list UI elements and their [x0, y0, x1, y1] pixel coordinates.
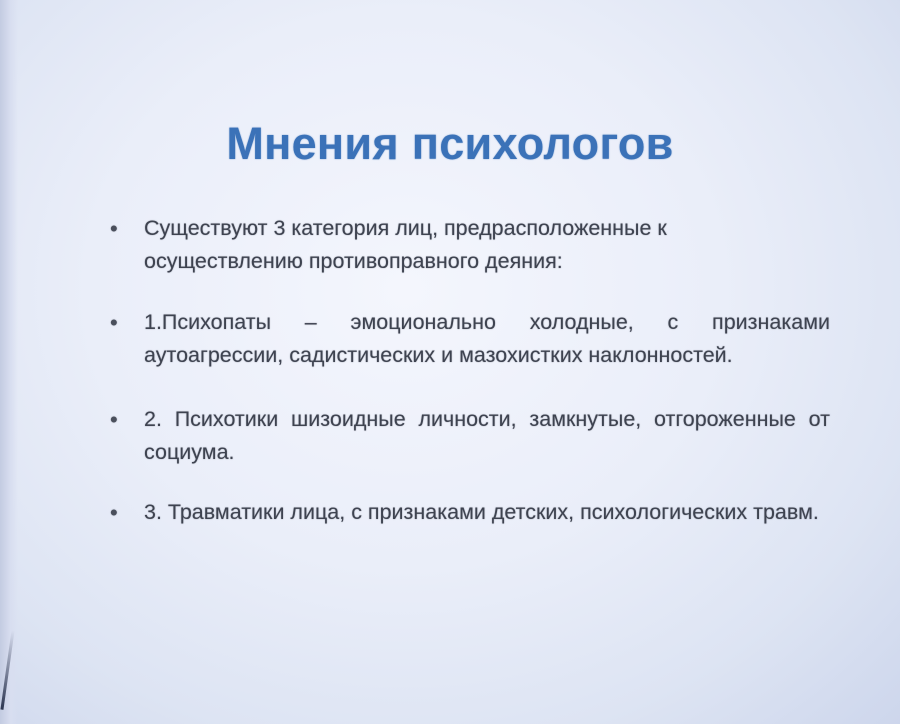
bullet-marker: •: [110, 310, 118, 335]
screen-left-edge: [0, 0, 18, 724]
bullet-item-intro: [108, 212, 830, 278]
bullet-list: [108, 212, 830, 529]
bullet-text: Существуют 3 категория лиц, предрасположенные к осуществлению противоправного деяния:: [144, 216, 667, 273]
bullet-marker: •: [110, 407, 118, 432]
bullet-text: 3. Травматики лица, с признаками детских, психологических травм.: [144, 500, 819, 524]
bullet-text: 1.Психопаты – эмоционально холодные, с признаками аутоагрессии, садистических и мазохистких наклонностей.: [144, 310, 830, 367]
bullet-marker: •: [110, 500, 118, 525]
bullet-item-traumatics: [108, 496, 830, 529]
bullet-marker: •: [110, 216, 118, 241]
bullet-item-psychotics: [108, 403, 830, 469]
slide-title: Мнения психологов: [226, 118, 674, 169]
bullet-text: 2. Психотики шизоидные личности, замкнутые, отгороженные от социума.: [144, 407, 830, 464]
bullet-item-psychopaths: [108, 306, 830, 372]
